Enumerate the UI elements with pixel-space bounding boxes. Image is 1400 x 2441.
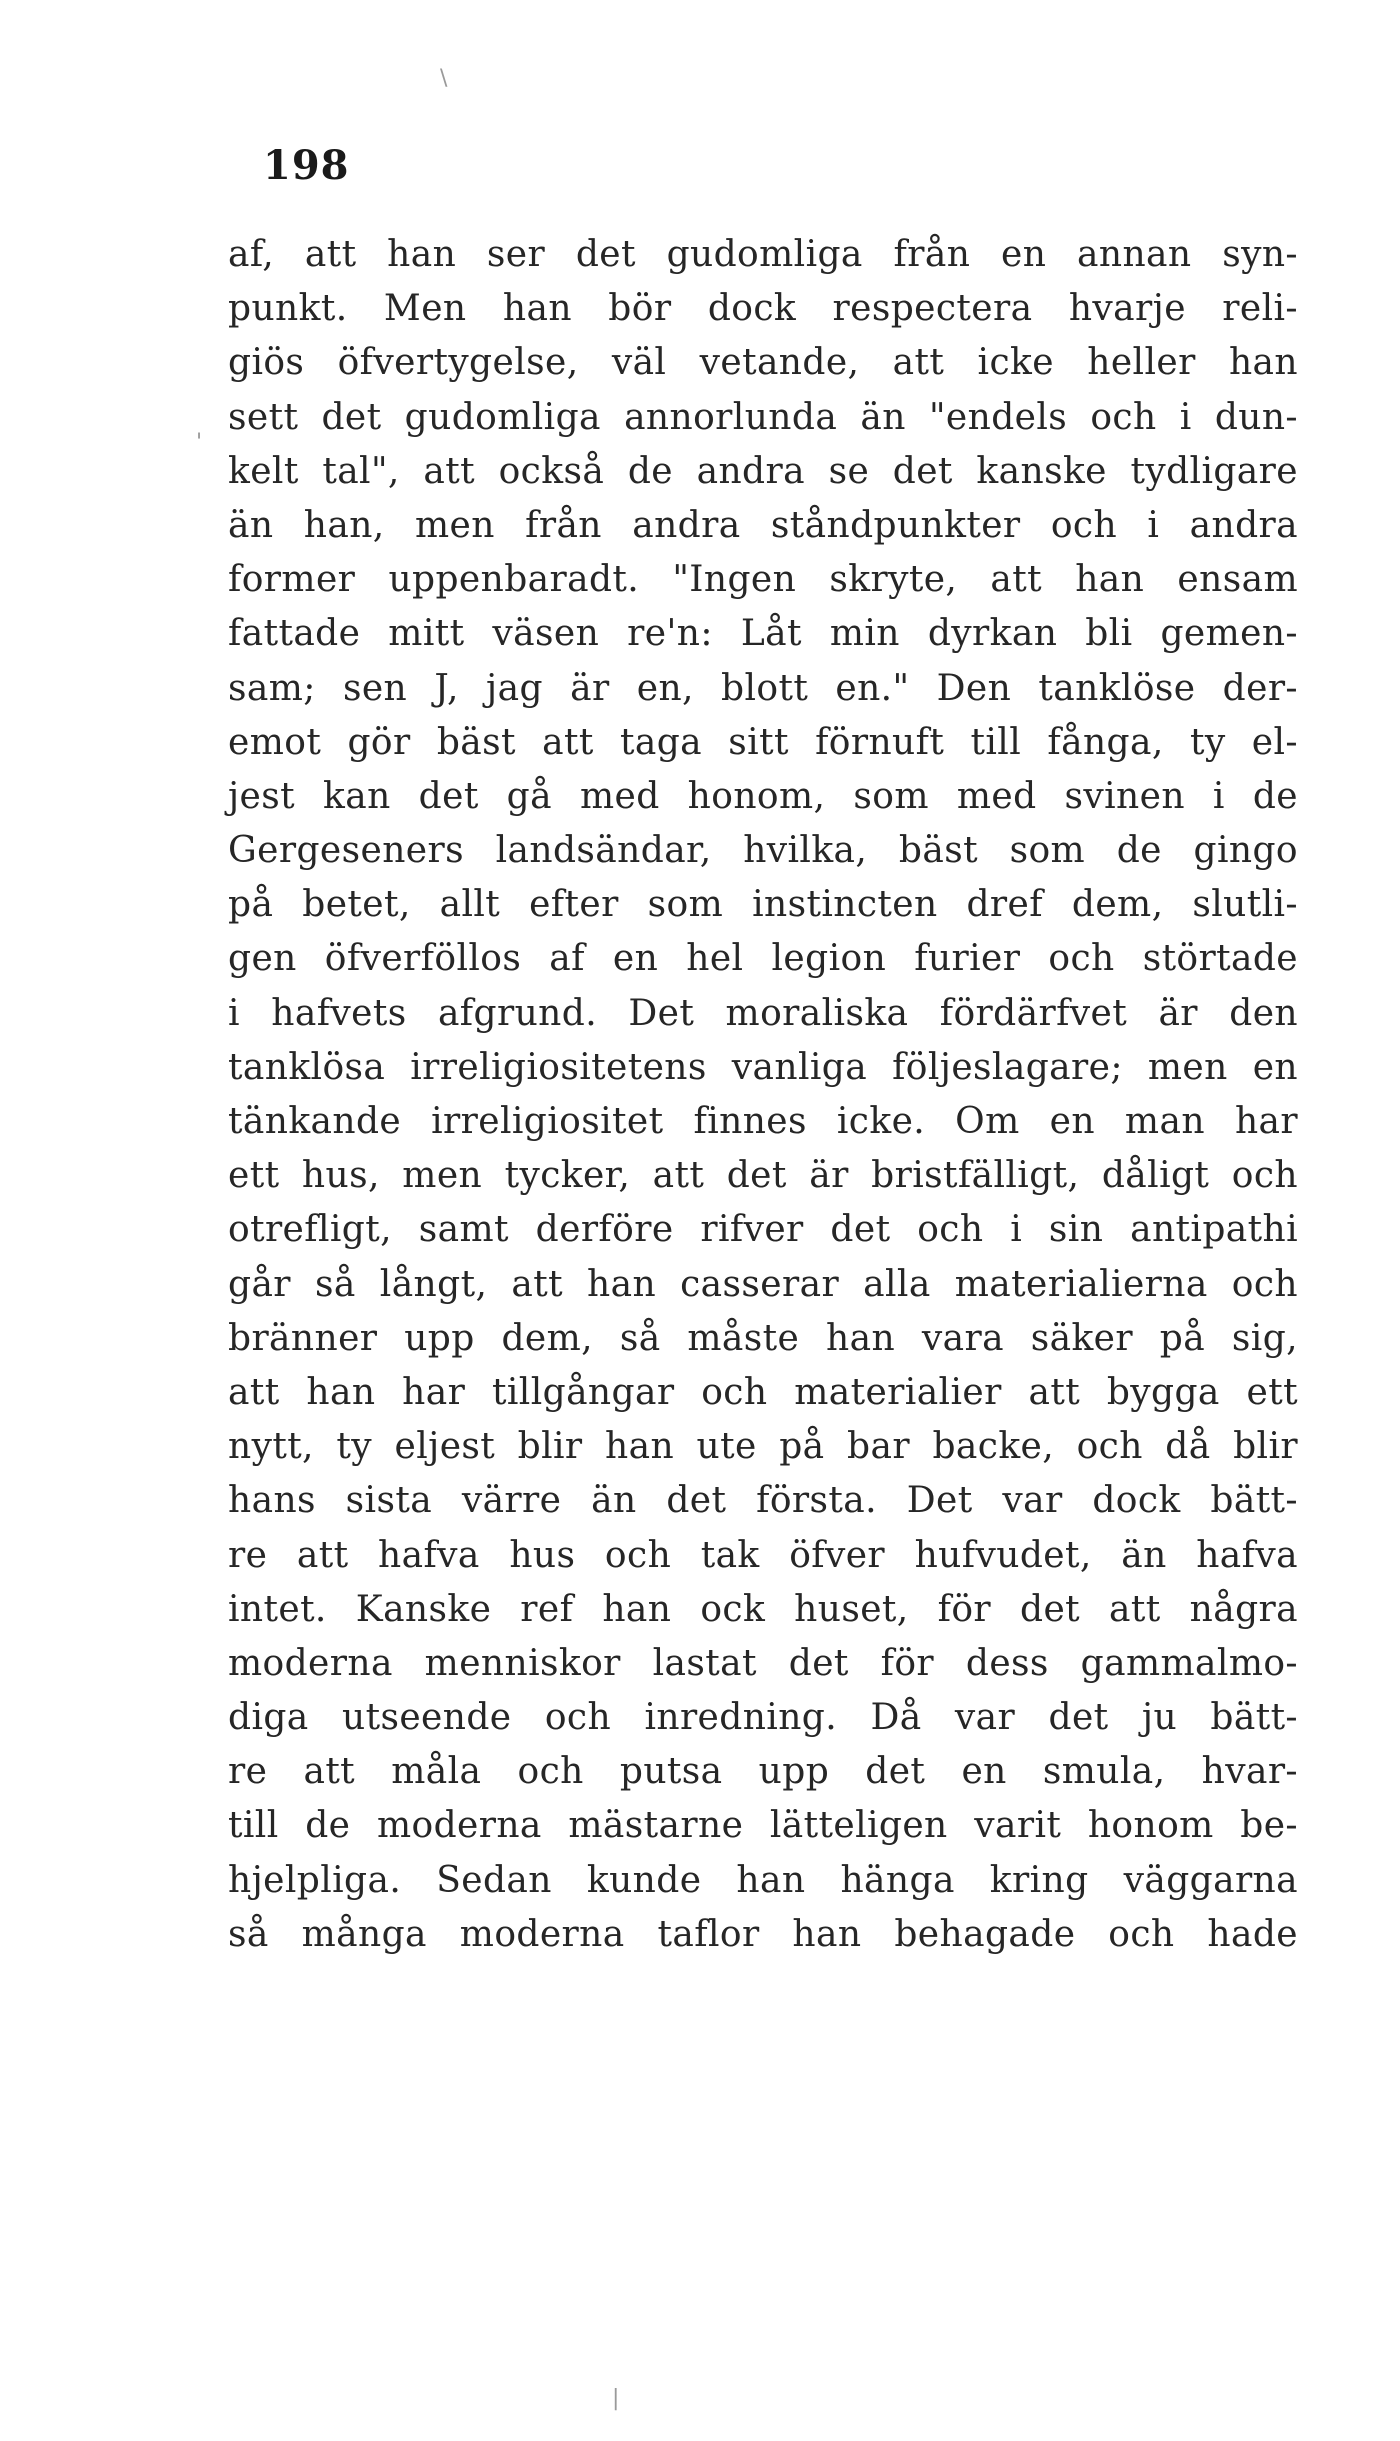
text-line: hjelpliga. Sedan kunde han hänga kring väggarna [228, 1859, 1298, 1901]
text-line: Gergeseners landsändar, hvilka, bäst som de gingo [228, 830, 1298, 872]
text-line: moderna menniskor lastat det för dess gammalmo- [228, 1642, 1298, 1684]
scan-speck: | [612, 2386, 620, 2411]
text-line: intet. Kanske ref han ock huset, för det att några [228, 1588, 1298, 1630]
text-line: än han, men från andra ståndpunkter och i andra [228, 504, 1298, 546]
text-line: otrefligt, samt derföre rifver det och i sin antipathi [228, 1209, 1298, 1251]
text-line: bränner upp dem, så måste han vara säker på sig, [228, 1317, 1298, 1359]
text-line: diga utseende och inredning. Då var det ju bätt- [228, 1697, 1298, 1739]
page-number: 198 [263, 142, 350, 189]
text-line: tanklösa irreligiositetens vanliga följeslagare; men en [228, 1046, 1298, 1088]
text-line: att han har tillgångar och materialier att bygga ett [228, 1371, 1298, 1413]
body-text [228, 228, 1298, 1962]
text-line: af, att han ser det gudomliga från en annan syn- [228, 234, 1298, 275]
text-line: så många moderna taflor han behagade och hade [228, 1913, 1298, 1955]
text-line: till de moderna mästarne lätteligen varit honom be- [228, 1805, 1298, 1847]
text-line: emot gör bäst att taga sitt förnuft till fånga, ty el- [228, 721, 1298, 763]
scan-speck: ' [196, 430, 203, 455]
text-line: ett hus, men tycker, att det är bristfälligt, dåligt och [228, 1155, 1298, 1197]
text-line: gen öfverföllos af en hel legion furier och störtade [228, 938, 1298, 980]
text-line: kelt tal", att också de andra se det kanske tydligare [228, 450, 1298, 492]
text-line: tänkande irreligiositet finnes icke. Om en man har [228, 1101, 1298, 1142]
text-line: i hafvets afgrund. Det moraliska fördärfvet är den [228, 992, 1298, 1034]
text-line: former uppenbaradt. "Ingen skryte, att han ensam [228, 559, 1298, 601]
text-line: på betet, allt efter som instincten dref dem, slutli- [228, 884, 1298, 926]
text-line: sam; sen J, jag är en, blott en." Den tanklöse der- [228, 667, 1298, 709]
scan-speck: \ [440, 66, 448, 91]
text-line: fattade mitt väsen re'n: Låt min dyrkan bli gemen- [228, 613, 1298, 655]
text-line: jest kan det gå med honom, som med svinen i de [228, 775, 1298, 817]
text-line: går så långt, att han casserar alla materialierna och [228, 1263, 1298, 1305]
text-line: re att hafva hus och tak öfver hufvudet, än hafva [228, 1534, 1298, 1576]
text-line: punkt. Men han bör dock respectera hvarje reli- [228, 288, 1298, 330]
text-line: giös öfvertygelse, väl vetande, att icke heller han [228, 342, 1298, 384]
text-line: sett det gudomliga annorlunda än "endels och i dun- [228, 396, 1298, 438]
text-line: hans sista värre än det första. Det var dock bätt- [228, 1480, 1298, 1522]
text-line: re att måla och putsa upp det en smula, hvar- [228, 1751, 1298, 1793]
text-line: nytt, ty eljest blir han ute på bar backe, och då blir [228, 1426, 1298, 1468]
